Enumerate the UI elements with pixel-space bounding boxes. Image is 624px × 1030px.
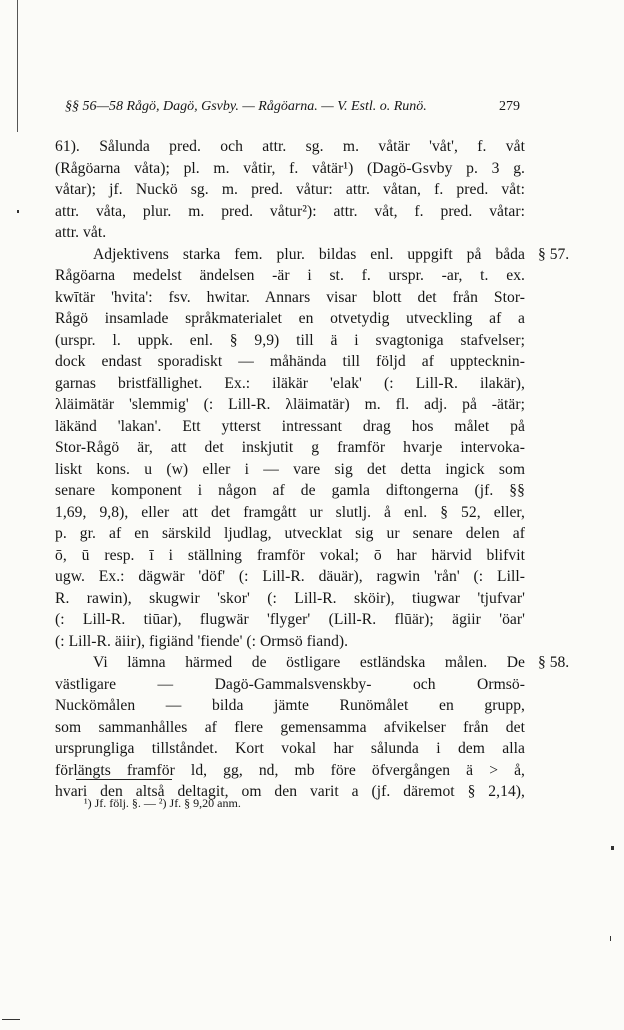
text-line: Nuckömålen — bilda jämte Runömålet en grupp, bbox=[55, 697, 525, 714]
text-line: R. rawin), skugwir 'skor' (: Lill-R. sköir), tiugwar 'tjufvar' bbox=[55, 589, 525, 607]
text-line: senare komponent i någon af de gamla diftongerna (jf. §§ bbox=[55, 482, 525, 499]
text-line: λläimätär 'slemmig' (: Lill-R. λläimatär) m. fl. adj. på -ätär; bbox=[55, 396, 525, 413]
text-line: ursprungliga tillståndet. Kort vokal har sålunda i dem alla bbox=[55, 740, 525, 757]
text-line: (: Lill-R. äiir), figiänd 'fiende' (: Ormsö fiand). bbox=[55, 632, 349, 650]
text-line: Stor-Rågö är, att det inskjutit g framför hvarje intervoka- bbox=[55, 439, 525, 456]
text-line: (urspr. l. uppk. enl. § 9,9) till ä i svagtoniga stafvelser; bbox=[55, 331, 525, 349]
text-line: ugw. Ex.: dägwär 'döf' (: Lill-R. däuär), ragwin 'rån' (: Lill- bbox=[55, 568, 525, 585]
text-line: Adjektivens starka fem. plur. bildas enl. uppgift på båda bbox=[93, 245, 525, 263]
text-line: garnas bristfällighet. Ex.: iläkär 'elak' (: Lill-R. ilakär), bbox=[55, 374, 525, 392]
text-line: hvari den altså deltagit, om den varit a (jf. däremot § 2,14), bbox=[55, 783, 525, 800]
page-mark-right-small bbox=[610, 936, 611, 941]
text-line: attr. våta, plur. m. pred. våtur²): attr. våt, f. pred. våtar: bbox=[55, 202, 525, 220]
text-line: p. gr. af en särskild ljudlag, utvecklat sig ur senare delen af bbox=[55, 525, 525, 542]
text-line: förlängts framför ld, gg, nd, mb före öfvergången ä > å, bbox=[55, 761, 525, 779]
running-header bbox=[65, 99, 520, 119]
text-line: (: Lill-R. tiūar), flugwär 'flyger' (Lill-R. flūär); ägiir 'öar' bbox=[55, 611, 525, 628]
page-number: 279 bbox=[499, 99, 520, 114]
page-mark-right bbox=[611, 846, 614, 850]
text-line: dock endast sporadiskt — måhända till följd af upptecknin- bbox=[55, 353, 525, 370]
page-mark-bottom bbox=[2, 1019, 20, 1020]
text-line: ō, ū resp. ī i ställning framför vokal; ō har härvid blifvit bbox=[55, 546, 525, 564]
text-line: (Rågöarna våta); pl. m. våtir, f. våtär¹) (Dagö-Gsvby p. 3 g. bbox=[55, 159, 525, 177]
text-line: kwītär 'hvita': fsv. hwitar. Annars visar blott det från Stor- bbox=[55, 288, 525, 306]
margin-section-ref-57: § 57. bbox=[538, 245, 570, 263]
running-header-title: §§ 56—58 Rågö, Dagö, Gsvby. — Rågöarna. — V. Estl. o. Runö. bbox=[65, 99, 427, 114]
text-line: våtar); jf. Nuckö sg. m. pred. våtur: attr. våtan, f. pred. våt: bbox=[55, 181, 525, 198]
text-line: liskt kons. u (w) eller i — vare sig det detta ingick som bbox=[55, 460, 525, 478]
text-line: 1,69, 9,8), eller att det framgått ur slutlj. å enl. § 52, eller, bbox=[55, 503, 525, 521]
text-line: Rågö insamlade språkmaterialet en otvetydig utveckling af a bbox=[55, 310, 525, 327]
footnote: ¹) Jf. följ. §. — ²) Jf. § 9,20 anm. bbox=[84, 796, 241, 810]
text-line: Rågöarna medelst ändelsen -är i st. f. urspr. -ar, t. ex. bbox=[55, 267, 525, 284]
page-mark-left bbox=[17, 210, 19, 213]
text-line: läkänd 'lakan'. Ett ytterst intressant drag hos målet på bbox=[55, 417, 525, 435]
text-line: som sammanhålles af flere gemensamma afvikelser från det bbox=[55, 718, 525, 736]
text-line: västligare — Dagö-Gammalsvenskby- och Ormsö- bbox=[55, 675, 525, 693]
text-line: Vi lämna härmed de östligare estländska målen. De bbox=[93, 654, 525, 671]
text-line: 61). Sålunda pred. och attr. sg. m. våtär 'våt', f. våt bbox=[55, 138, 525, 155]
body-text bbox=[55, 136, 525, 803]
page-edge-line bbox=[17, 0, 18, 132]
footnote-rule bbox=[76, 779, 172, 780]
margin-section-ref-58: § 58. bbox=[538, 654, 570, 671]
text-line: attr. våt. bbox=[55, 224, 107, 241]
